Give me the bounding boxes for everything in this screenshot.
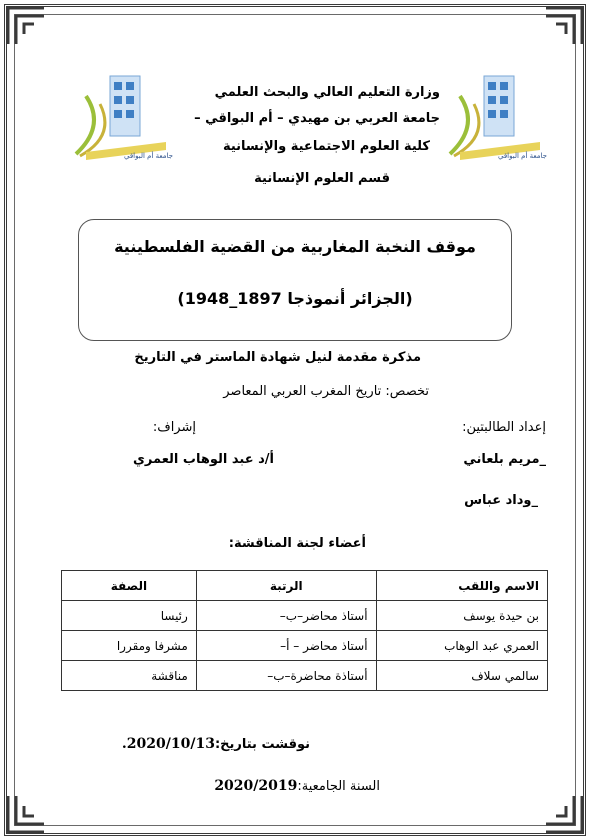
table-row <box>62 601 548 631</box>
ministry-name: وزارة التعليم العالي والبحث العلمي <box>214 85 440 100</box>
defense-date-label: نوقشت بتاريخ: <box>214 737 310 752</box>
student-name: _مريم بلعاني <box>463 452 546 467</box>
specialty-line: تخصص: تاريخ المغرب العربي المعاصر <box>223 384 429 399</box>
corner-ornament-icon <box>4 4 48 48</box>
member-name: سالمي سلاف <box>376 661 547 691</box>
supervisor-label: إشراف: <box>152 420 196 435</box>
defense-date <box>122 736 310 752</box>
memo-description: مذكرة مقدمة لنيل شهادة الماستر في التاريخ <box>134 350 421 365</box>
table-row <box>62 631 548 661</box>
table-header-row <box>62 571 548 601</box>
academic-year <box>214 778 380 794</box>
thesis-title-box <box>78 219 512 341</box>
member-role: مشرفا ومقررا <box>62 631 197 661</box>
university-name: جامعة العربي بن مهيدي – أم البواقي – <box>194 111 440 126</box>
committee-table <box>61 570 548 691</box>
academic-year-value: 2020/2019 <box>214 778 298 794</box>
member-rank: أستاذ محاضر – أ– <box>196 631 376 661</box>
students-label: إعداد الطالبتين: <box>462 420 546 435</box>
member-role: رئيسا <box>62 601 197 631</box>
academic-year-label: السنة الجامعية: <box>297 779 380 794</box>
member-role: مناقشة <box>62 661 197 691</box>
corner-ornament-icon <box>4 792 48 836</box>
committee-label: أعضاء لجنة المناقشة: <box>228 536 366 551</box>
faculty-name: كلية العلوم الاجتماعية والإنسانية <box>222 139 430 154</box>
corner-ornament-icon <box>542 4 586 48</box>
logo-caption: جامعة أم البواقي <box>124 152 173 160</box>
member-rank: أستاذة محاضرة–ب– <box>196 661 376 691</box>
member-name: العمري عبد الوهاب <box>376 631 547 661</box>
table-row <box>62 661 548 691</box>
student-name: _وداد عباس <box>464 493 538 508</box>
department-name: قسم العلوم الإنسانية <box>254 171 390 186</box>
thesis-title: موقف النخبة المغاربية من القضية الفلسطينية <box>114 237 476 256</box>
member-name: بن حيدة يوسف <box>376 601 547 631</box>
corner-ornament-icon <box>542 792 586 836</box>
column-header-role: الصفة <box>62 571 197 601</box>
supervisor-name: أ/د عبد الوهاب العمري <box>133 452 274 467</box>
defense-date-value: 2020/10/13. <box>121 736 215 752</box>
member-rank: أستاذ محاضر–ب– <box>196 601 376 631</box>
column-header-name: الاسم واللقب <box>376 571 547 601</box>
column-header-rank: الرتبة <box>196 571 376 601</box>
thesis-subtitle: (الجزائر أنموذجا 1897_1948) <box>177 289 413 308</box>
university-logo-right <box>440 66 548 166</box>
logo-caption: جامعة أم البواقي <box>498 152 547 160</box>
